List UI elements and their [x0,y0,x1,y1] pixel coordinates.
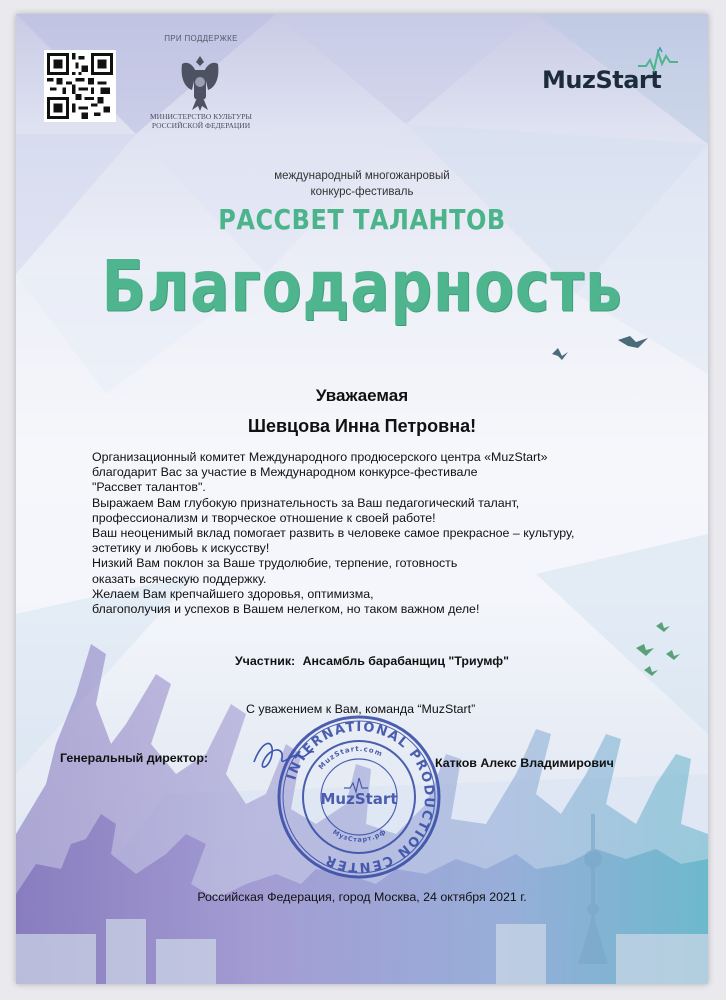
support-label: ПРИ ПОДДЕРЖКЕ [164,34,238,43]
recipient-name: Шевцова Инна Петровна! [247,416,477,436]
body-text [92,450,672,617]
body-line: Желаем Вам крепчайшего здоровья, оптимизма, [92,586,374,601]
stamp-bottom-text: МузСтарт.рф [331,827,388,844]
participant-line [16,654,708,668]
birds-icon [544,326,654,366]
sound-wave-icon [638,42,686,76]
body-line: благополучия и успехов в Вашем нелегком, но таком важном деле! [92,602,480,617]
body-line: Ваш неоценимый вклад помогает развить в человеке самое прекрасное – культуру, [92,526,575,541]
body-line: Выражаем Вам глубокую признательность за Ваш педагогический талант, [92,495,520,510]
director-name: Катков Алекс Владимирович [435,756,614,770]
ministry-name: МИНИСТЕРСТВО КУЛЬТУРЫ РОССИЙСКОЙ ФЕДЕРАЦИИ [150,112,252,130]
place-and-date: Российская Федерация, город Москва, 24 октября 2021 г. [197,890,527,904]
participant-value: Ансамбль барабанщиц "Триумф" [302,654,510,668]
brand-logo [542,42,682,102]
certificate [16,14,708,984]
tv-tower-illustration [568,814,618,964]
festival-subtitle-line1: международный многожанровый [274,170,450,182]
company-stamp [276,714,442,880]
stamp-center-text: MuzStart [320,790,398,808]
regards-line: С уважением к Вам, команда “MuzStart” [246,702,476,716]
coat-of-arms-emblem [172,50,228,112]
director-label: Генеральный директор: [60,751,209,765]
document-title: Благодарность [101,244,623,328]
festival-subtitle-line2: конкурс-фестиваль [310,186,414,198]
body-line: эстетику и любовь к искусству! [92,541,270,556]
body-line: "Рассвет талантов". [92,480,206,495]
body-line: благодарит Вас за участие в Международном конкурсе-фестивале [92,465,478,480]
birds-flock-icon [616,618,686,688]
body-line: профессионализм и творческое отношение к своей работе! [92,510,436,525]
stamp-ring-text: INTERNATIONAL PRODUCTION CENTER [284,719,437,875]
body-line: оказать всяческую поддержку. [92,571,267,586]
festival-name: РАССВЕТ ТАЛАНТОВ [218,203,506,237]
body-line: Организационный комитет Международного продюсерского центра «MuzStart» [92,450,548,464]
qr-code [44,50,116,122]
brand-name: MuzStart [542,66,662,94]
stamp-inner-text: MuzStart.com [317,744,385,772]
participant-label: Участник: [234,654,296,668]
salutation: Уважаемая [315,386,409,405]
body-line: Низкий Вам поклон за Ваше трудолюбие, терпение, готовность [92,556,458,571]
svg-text:MuzStart.com [317,745,384,771]
